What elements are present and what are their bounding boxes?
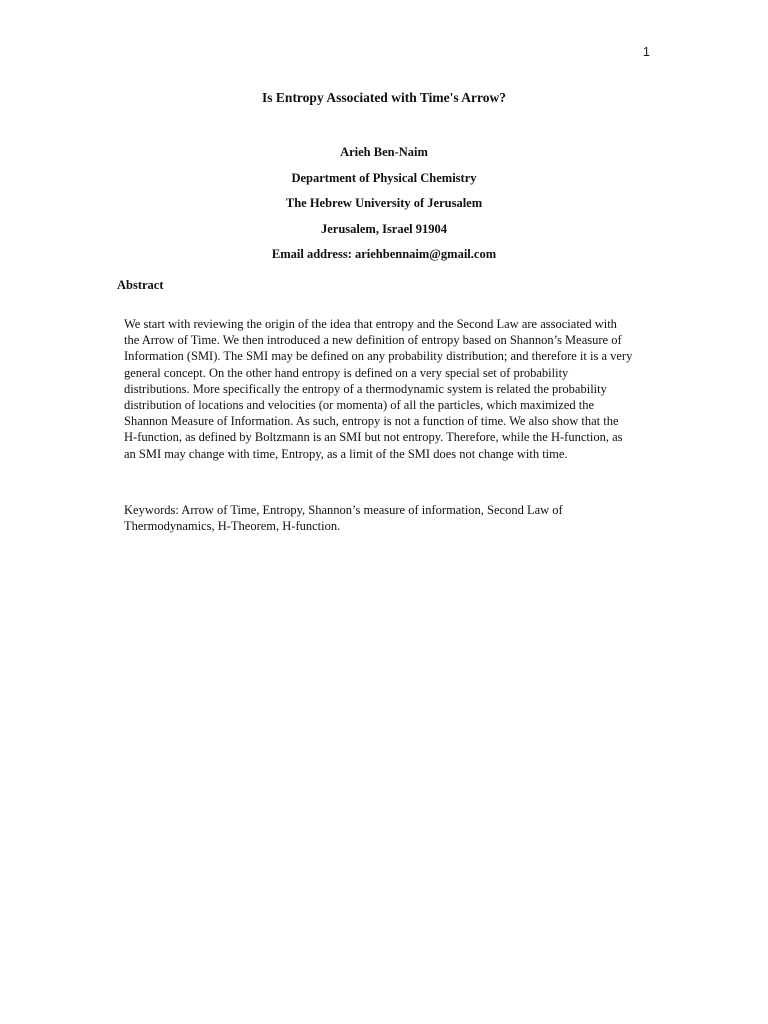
- abstract-line: We start with reviewing the origin of the idea that entropy and the Second Law are associated with: [124, 317, 617, 331]
- abstract-line: distributions. More specifically the entropy of a thermodynamic system is related the probability: [124, 381, 607, 396]
- author-name: Arieh Ben-Naim: [340, 145, 428, 159]
- abstract-line: an SMI may change with time, Entropy, as a limit of the SMI does not change with time.: [124, 446, 568, 461]
- keywords-line: Keywords: Arrow of Time, Entropy, Shannon’s measure of information, Second Law of: [124, 503, 563, 517]
- abstract-line: H-function, as defined by Boltzmann is an SMI but not entropy. Therefore, while the H-function, as: [124, 430, 623, 445]
- abstract-line: Shannon Measure of Information. As such, entropy is not a function of time. We also show that the: [124, 414, 619, 429]
- abstract-line: Information (SMI). The SMI may be defined on any probability distribution; and therefore it is a very: [124, 349, 633, 364]
- abstract-paragraph: [124, 316, 652, 462]
- abstract-line: distribution of locations and velocities (or momenta) of all the particles, which maximized the: [124, 398, 595, 413]
- keywords-paragraph: [124, 502, 644, 534]
- page-number: 1: [642, 44, 650, 59]
- abstract-line: the Arrow of Time. We then introduced a new definition of entropy based on Shannon’s Measure of: [124, 333, 622, 348]
- author-location: Jerusalem, Israel 91904: [320, 221, 448, 236]
- author-department: Department of Physical Chemistry: [291, 170, 477, 185]
- author-block: [0, 145, 768, 273]
- author-university: The Hebrew University of Jerusalem: [285, 196, 483, 210]
- abstract-heading: Abstract: [117, 278, 164, 292]
- paper-title: Is Entropy Associated with Time's Arrow?: [262, 90, 506, 105]
- author-email: Email address: ariehbennaim@gmail.com: [271, 247, 497, 261]
- keywords-line: Thermodynamics, H-Theorem, H-function.: [124, 519, 341, 534]
- abstract-line: general concept. On the other hand entropy is defined on a very special set of probability: [124, 365, 569, 380]
